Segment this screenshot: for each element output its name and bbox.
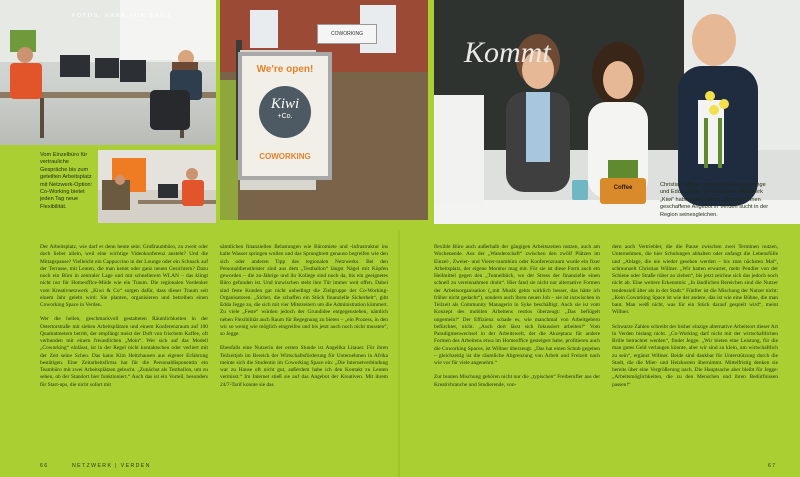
coffee-pot-label: Coffee xyxy=(613,185,633,191)
logo-line1: Kiwi xyxy=(270,96,300,112)
caption-left: Vom Einzelbüro für vertrauliche Gespräche bis zum geteilten Arbeitsplatz mit Netzwerk-Option: Co-Working bietet jeden Tag neue Flexibilität. xyxy=(40,152,93,210)
page-number-left: 66 xyxy=(40,463,49,469)
coworking-sign xyxy=(238,52,332,180)
sign-headline: We're open! xyxy=(256,64,314,75)
text-column-3 xyxy=(434,244,600,396)
text-column-2 xyxy=(220,244,388,396)
text-column-4 xyxy=(612,244,778,396)
sign-photo xyxy=(220,0,428,220)
paragraph: Zur bunten Mischung gehören nicht nur die „typischen“ Freiberufler aus der Kreativbranche und Studierende, von- xyxy=(434,374,600,388)
small-office-scene xyxy=(98,150,216,223)
paragraph: dern auch Vertriebler, die die Pause zwischen zwei Terminen nutzen, Unternehmen, die hier Schulungen abhalten oder unfangt die Lebensfülle und „Ablage, die nie wieder gesehen werden – bis zum nächsten Mal“, schmunzelt Christian Willner. „Wir hatten erwartet, mehr Pendler von der Schiene oder Straße rüber zu ziehen“, bis jetzt zeichne sich das jedoch noch nicht ab. Eine weitere Erkenntnis: „In ländlichen Bereichen sind die Nutzer tendenziell älter als in der Stadt.“ Fünfter ist die Mischung der Nutzer nicht: „Kein Coworking Space ist wie der andere, das ist wie eine Bühne, die man baut. Man weiß nicht, was für ein Stück darauf gespielt wird“, meint Willner. xyxy=(612,244,778,316)
paragraph: Wer die hellen, geschmackvoll gestalteten Räumlichkeiten in der Ostertorstraße mit sieben Arbeitsplätzen und einem Konferenzraum auf 100 Quadratmetern betritt, der empfängt meist der Duft von frischem Kaffee, oft verbunden mit einem freundlichen „Moin“. Wer sich auf das Modell „Coworking“ einlässt, ist in der Regel nicht kontaktscheu oder verliert mit der Zeit seine Scheu. Das kann Kim Heitzhausen aus eigener Erfahrung bestätigen. Eine Zeitarbeitsfirma hat für die Personaldisponentin ein Teambüro mit zwei Arbeitsplätzen gebucht. „Zunächst als Testballon, um zu sehen, ob der Standort hier funktioniert.“ Auch das ist ein Vorteil, besonders für Start-ups, die nicht sofort mit xyxy=(40,316,208,388)
paragraph: Ebenfalls eine Nutzerin der ersten Stunde ist Angelika Litauer. Für ihren Teilzeitjob im Bereich der Wirtschaftsförderung für Unternehmen in Afrika meinte sich die Studentin im Coworking Space ein: „Die Internetverbindung war zu Hause oft nicht gut, außerdem habe ich den Kontakt zu Leuten vermisst.“ Im Internet stieß sie auf das Angebot der Kreativen. Mit ihrem 24/7-Tarif konnte sie das xyxy=(220,345,388,388)
building-sign-text: COWORKING xyxy=(331,31,363,37)
paragraph: Schwarze Zahlen schreibt der bisher einzige alternative Arbeitsort dieser Art in Verden bislang nicht. „Co-Working darf nicht mit der wirtschaftlichen Brille betrachtet werden“, findet Jegge. „Wir bieten eine Leistung, für die man gutes Geld verlangen könnte, aber wir sind zu klein, um wirtschaftlich zu sein“, ergänzt Willner. Beide sind dankbar für Unterstützung durch die Stadt, die die Miet- und Heizkosten übernimmt. Mittelfristig denken sie bereits über eine Vergrößerung nach. Die Hauptsache aber bleibt für Jegge: „Arbeitsmöglichkeiten, die zu den Menschen und ihren Bedürfnissen passen!“ xyxy=(612,323,778,388)
paragraph: sämtlichen finanziellen Belastungen wie Büromiete und -infrastruktur ins kalte Wasser springen wollen und das Sprungbrett genauso begreifen wie den sich oder anderen Tipp des regionalen Netzwerks. Bei den Personaldienstleister sind aus dem „Testballon“ längst Nägel mit Köpfen geworden – die zu-Jährige und ihr Kollege sind noch da, bis ein geeignetes Büro gefunden ist. Und inzwischen steht ihre Tür immer weit offen. Dabei sind feste Kunden gar nicht unbedingt die Zielgruppe der Co-Working-Organisatoren. „Sicher, die schaffen ein Stück finanzielle Sicherheit“, gibt Edda Jegge zu, die sich mit vier Mitstreitern um die Administration kümmert. Zu viele „Feste“ würden jedoch der Grundidee entgegenstehen, nämlich neben Flexibilität auch Raum für Begegnung zu bieten – „ein Prozess, in den wir so wenig wie möglich eingreifen und bis jetzt auch noch nicht mussten“, so Jegge. xyxy=(220,244,388,337)
logo-line2: +Co. xyxy=(277,113,293,120)
page-gutter xyxy=(398,230,400,477)
office-scene xyxy=(0,0,216,145)
paragraph: Der Arbeitsplatz, wie darf er denn heute sein: Großraumbüro, zu zweit oder doch lieber allein, weil eine wichtige Videokonferenz ansteht? Und die Mittagspause? Vielleicht ein Cappuccino in der Lounge oder ein Schnack auf der Terrasse, mit Leuten, die man kennt oder ganz neuen Gesichtern? Dazu noch ein Büro in zentraler Lage und mit schnellerem WLAN – das klingt nicht nur für Homeoffice-Müde wie ein Traum. Die regionalen Vordenker vom Kreativnetzwerk „Kiwi & Co“ sorgen dafür, dass dieser Traum seit einem Jahr gelebt wird: Sie planten, organisieren und betreiben einen Coworking Space in Verden. xyxy=(40,244,208,308)
sign-sub: COWORKING xyxy=(259,152,311,161)
office-photo xyxy=(0,0,216,145)
caption-right: Christian Willner (von rechts), Dörte Lange und Edda Jegge vom Kreativen Netzwerk „Kiwi“ haben gut Lachen. Das vom ihnen geschaffene Angebot in Verden sucht in der Region seinesgleichen. xyxy=(660,182,769,218)
paragraph: flexible Büro auch außerhalb der gängigen Arbeitszeiten nutzen, auch am Wochenende. Aus der „Wanderschaft“ zwischen den zwölf Plätzen im Einzel-, Zweier- und Vierer-raumbüro oder Konferenzraum wurde ein fixer Arbeitsplatz, der eigene Monitor mag mit. Für sie ist diese Form auch ein Heilmittel gegen den „Tunnelblick, wo der Stress der finanzielle einen schnell zu vereinnahmen droht“. Hier fand sie nicht nur alternative Formen der Arbeitsorganisation („mit Musik gehts wirklich besser, das hätte ich früher nicht gedacht“), sondern auch ihren neuen Job – sie ist inzwischen in Teilzeit als Community Managerin in Syke beschäftigt. Auch sie ist vom Konzept des mobilen Arbeitens restlos überzeugt: „Das beflügelt ungemein!“ Der Effizienz schade es, wie manchmal von Arbeitgebern befürchtet, nicht. „Auch dort lässt sich fokussiert arbeiten!“ Vom Paradigmenwechsel in der Arbeitswelt, der die Akzeptanz für andere Formen des Arbeitens etwa im Homeoffice gesteigert habe, profitieren auch die Coworking Spaces, ist Willner überzeugt. „Das hat einen Schub gegeben – gleichzeitig ist die räumliche Abgrenzung von Arbeit und Freizeit nach wie vor für viele angenehm.“ xyxy=(434,244,600,366)
photo-credit: FOTOS: ARNE VON BRILL xyxy=(72,13,173,19)
small-office-photo xyxy=(98,150,216,223)
text-column-1 xyxy=(40,244,208,396)
building-sign xyxy=(317,24,377,44)
kiwi-logo xyxy=(259,86,311,138)
chalkboard-text: Kommt xyxy=(464,36,551,69)
page-number-right: 67 xyxy=(768,463,777,469)
footer-section: NETZWERK | VERDEN xyxy=(72,463,151,469)
